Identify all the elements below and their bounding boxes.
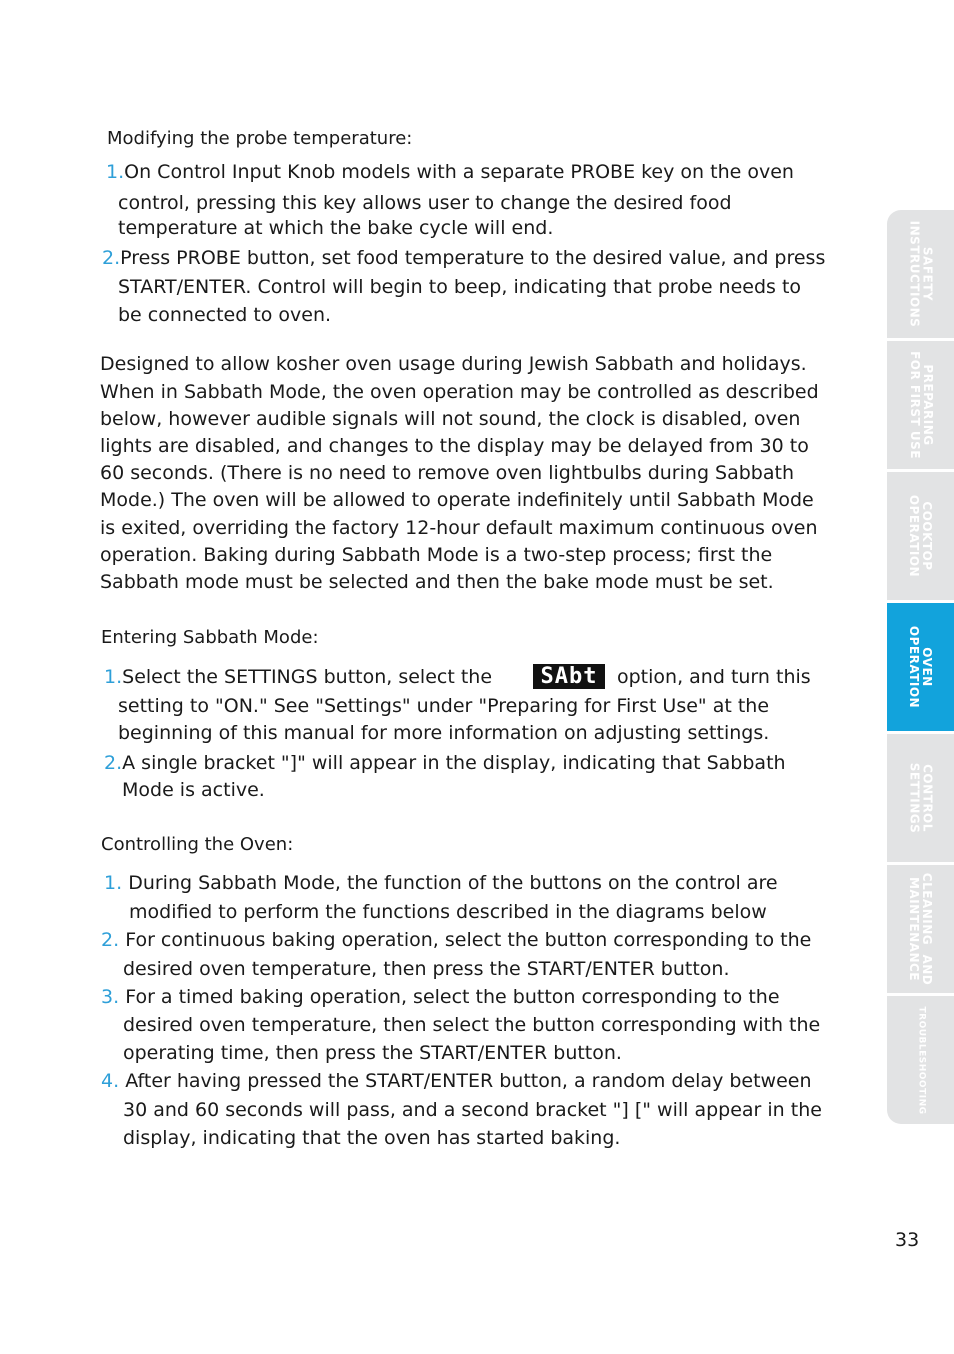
tab-oven-operation[interactable] [887,603,954,731]
list-item [104,666,492,688]
tab-label: PREPARING FOR FIRST USE [907,351,935,459]
tab-label: SAFETY INSTRUCTIONS [907,220,935,328]
paragraph-line: operation. Baking during Sabbath Mode is a two-step process; first the [100,544,773,566]
list-text: display, indicating that the oven has started baking. [123,1127,621,1149]
list-text: control, pressing this key allows user to change the desired food [118,192,732,214]
display-text: SAbt [540,664,598,689]
tab-cleaning-and-maintenance[interactable] [887,865,954,993]
tab-control-settings[interactable] [887,734,954,862]
tab-label: OVEN OPERATION [907,625,935,709]
probe-heading: Modifying the probe temperature: [107,128,413,149]
list-text: be connected to oven. [118,304,332,326]
list-text: For continuous baking operation, select the button corresponding to the [125,929,812,951]
tab-label: CLEANING AND MAINTENANCE [907,872,935,986]
list-text: desired oven temperature, then select the button corresponding with the [123,1014,821,1036]
paragraph-line: below, however audible signals will not sound, the clock is disabled, oven [100,408,801,430]
list-number: 3. [101,986,120,1008]
list-item [101,929,811,951]
entering-heading: Entering Sabbath Mode: [101,627,319,648]
list-text: beginning of this manual for more information on adjusting settings. [118,722,770,744]
list-text: desired oven temperature, then press the START/ENTER button. [123,958,730,980]
list-text: Select the SETTINGS button, select the [122,666,493,688]
list-item [104,872,778,894]
list-text: modified to perform the functions described in the diagrams below [123,901,767,923]
list-text: Press PROBE button, set food temperature to the desired value, and press [120,247,826,269]
list-number: 4. [101,1070,120,1092]
tab-preparing-for-first-use[interactable] [887,341,954,469]
tab-safety-instructions[interactable] [887,210,954,338]
tab-label: CONTROL SETTINGS [907,762,935,834]
list-text: After having pressed the START/ENTER button, a random delay between [125,1070,812,1092]
controlling-heading: Controlling the Oven: [101,834,294,855]
list-text: setting to "ON." See "Settings" under "Preparing for First Use" at the [118,695,770,717]
list-text: 30 and 60 seconds will pass, and a second bracket "] [" will appear in the [123,1099,822,1121]
list-text: temperature at which the bake cycle will end. [118,217,554,239]
tab-cooktop-operation[interactable] [887,472,954,600]
list-item [102,247,825,269]
paragraph-line: When in Sabbath Mode, the oven operation may be controlled as described [100,381,819,403]
list-text: During Sabbath Mode, the function of the buttons on the control are [128,872,778,894]
list-text: START/ENTER. Control will begin to beep, indicating that probe needs to [118,276,802,298]
display-readout [533,664,605,689]
paragraph-line: Designed to allow kosher oven usage during Jewish Sabbath and holidays. [100,353,807,375]
paragraph-line: lights are disabled, and changes to the display may be delayed from 30 to [100,435,809,457]
paragraph-line: 60 seconds. (There is no need to remove oven lightbulbs during Sabbath [100,462,795,484]
list-text: For a timed baking operation, select the button corresponding to the [125,986,780,1008]
list-number: 2. [104,752,123,774]
tab-label: COOKTOP OPERATION [907,494,935,578]
list-item [101,1070,812,1092]
list-number: 2. [102,247,121,269]
list-item [101,986,780,1008]
tab-troubleshooting[interactable] [887,996,954,1124]
list-text: operating time, then press the START/ENTER button. [123,1042,622,1064]
list-item [104,752,786,774]
list-number: 2. [101,929,120,951]
list-number: 1. [106,161,125,183]
list-text: A single bracket "]" will appear in the display, indicating that Sabbath [122,752,786,774]
list-text: Mode is active. [122,779,265,801]
list-text: option, and turn this [617,666,811,688]
list-text: On Control Input Knob models with a separate PROBE key on the oven [124,161,794,183]
list-number: 1. [104,666,123,688]
tab-label: TROUBLESHOOTING [916,1006,926,1114]
paragraph-line: Mode.) The oven will be allowed to operate indefinitely until Sabbath Mode [100,489,814,511]
list-item [106,161,794,183]
paragraph-line: Sabbath mode must be selected and then the bake mode must be set. [100,571,774,593]
page-number: 33 [895,1229,920,1251]
paragraph-line: is exited, overriding the factory 12-hour default maximum continuous oven [100,517,818,539]
list-number: 1. [104,872,123,894]
